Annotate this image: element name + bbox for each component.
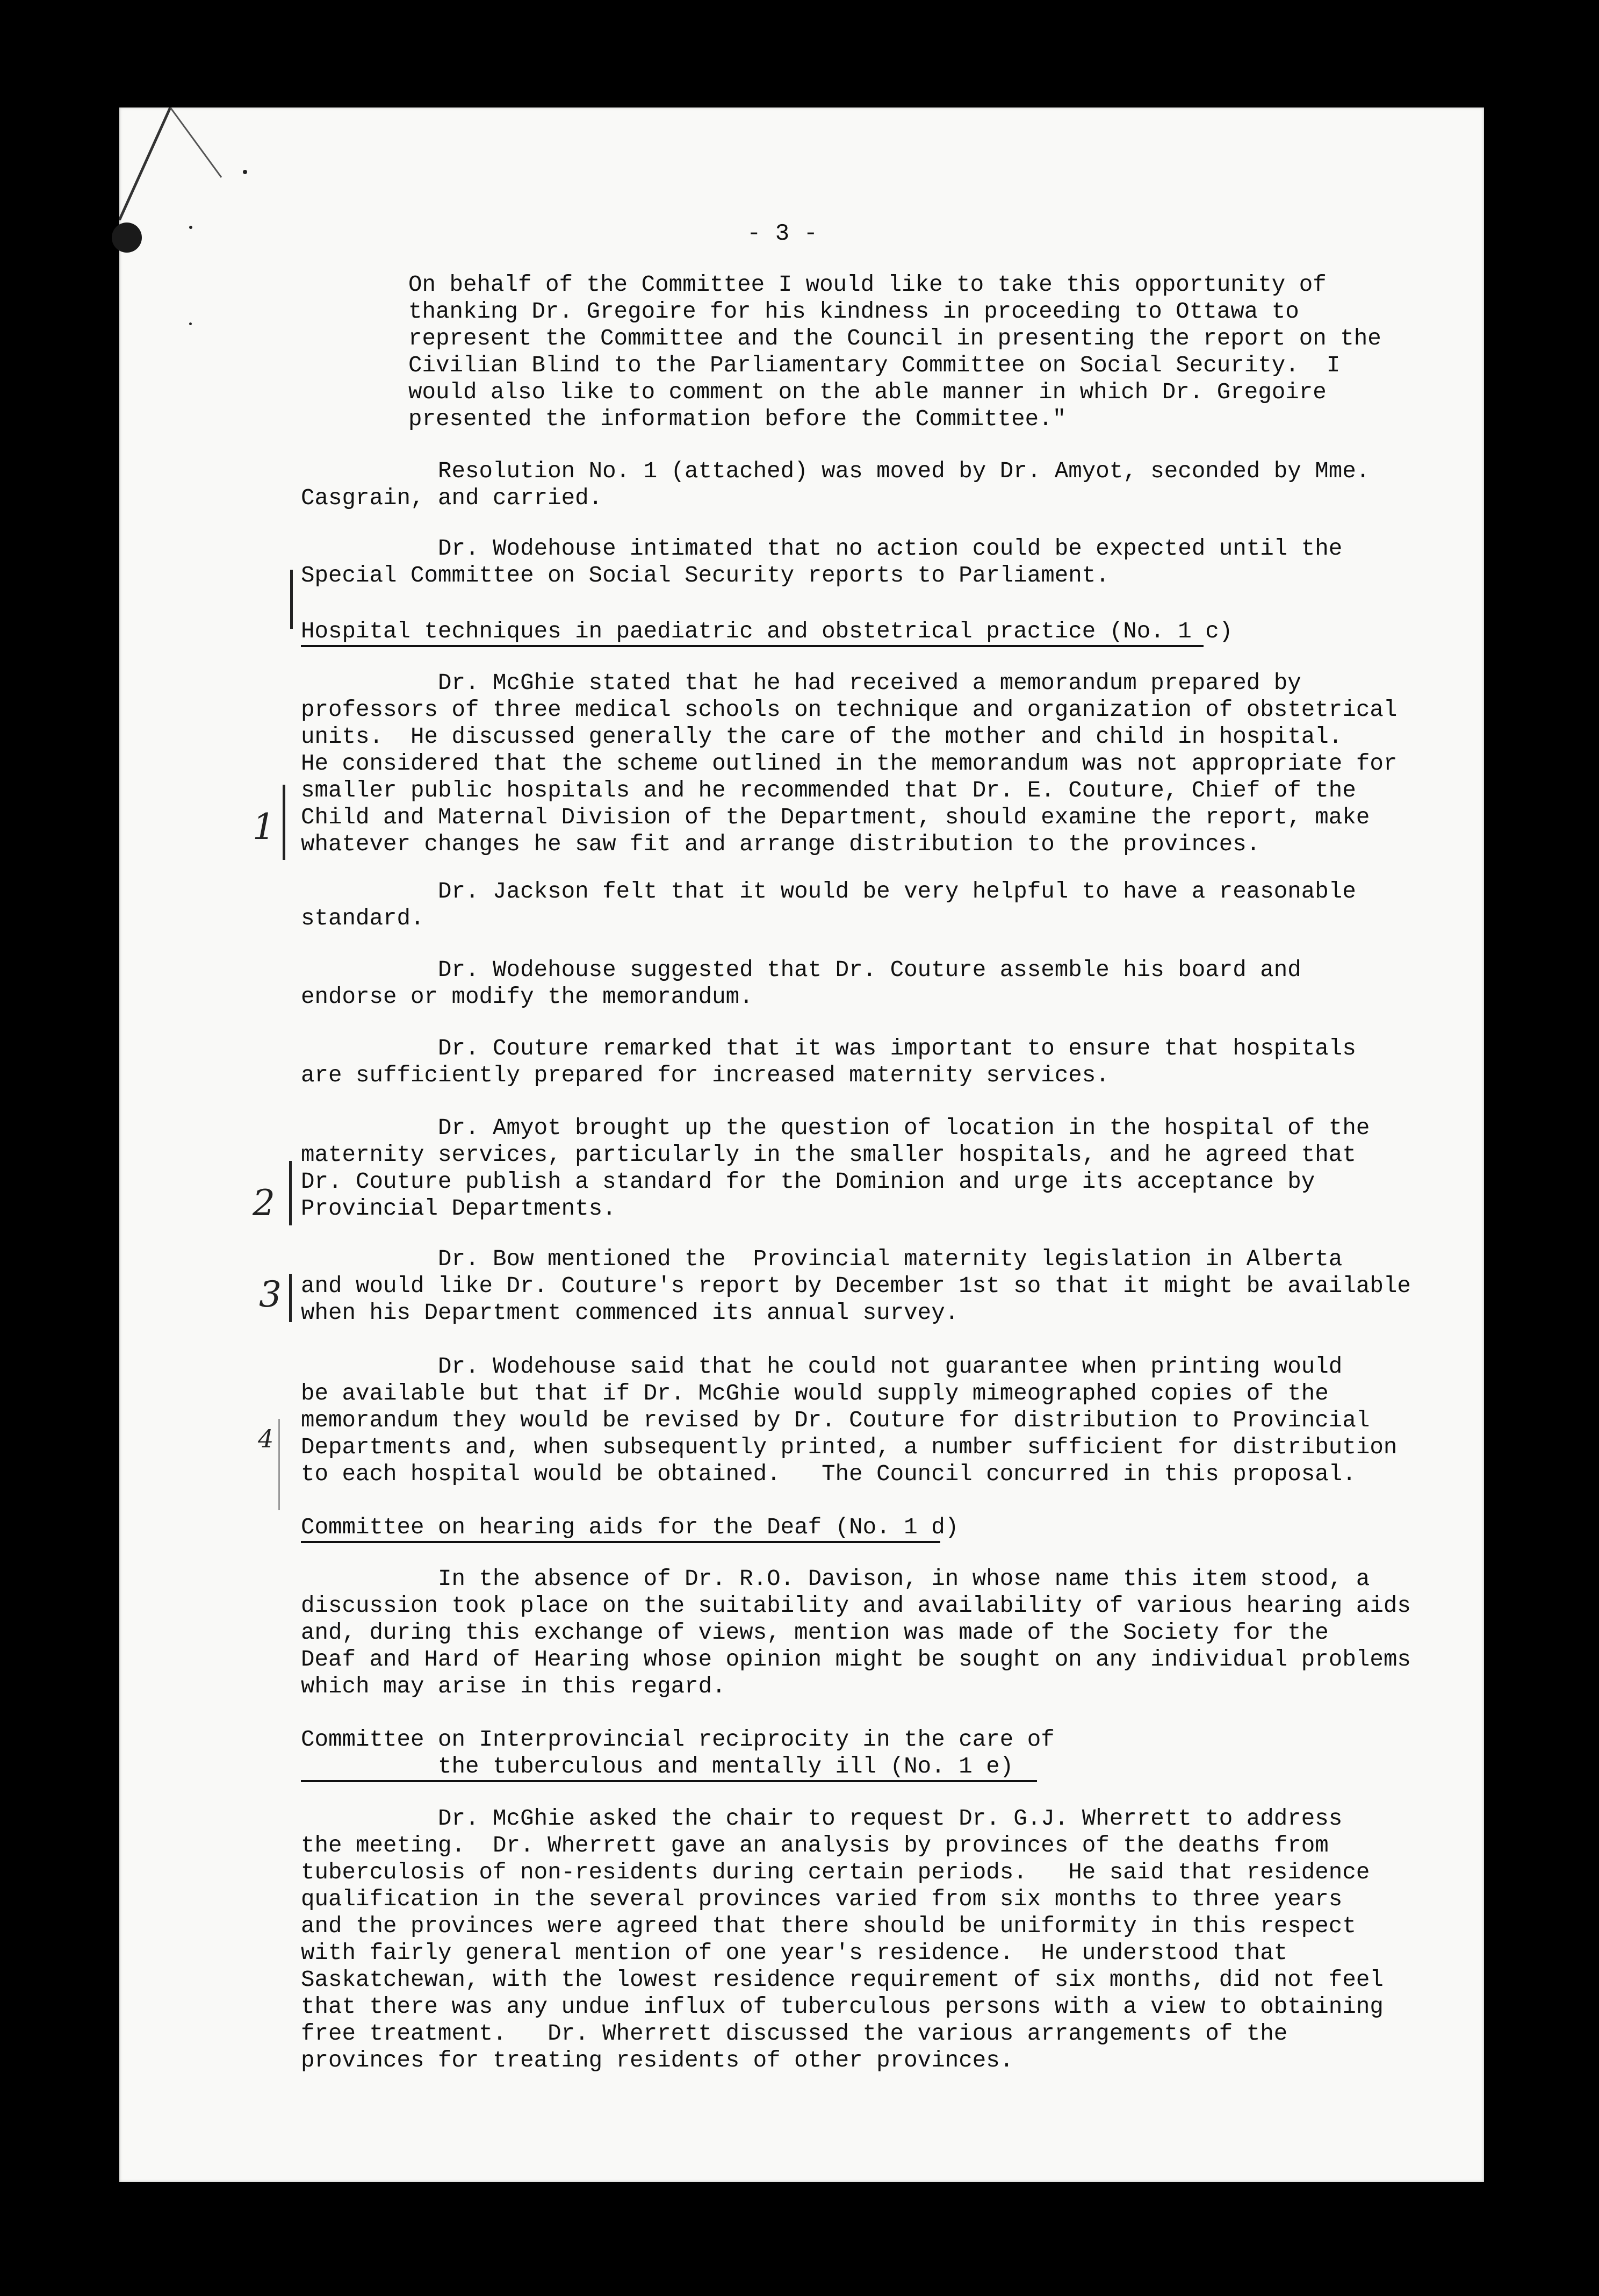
margin-note-2: 2 (253, 1182, 275, 1224)
text-line: with fairly general mention of one year's residence. He understood that (301, 1940, 1288, 1966)
text-line: qualification in the several provinces varied from six months to three years (301, 1886, 1343, 1912)
text-line: Casgrain, and carried. (301, 485, 603, 511)
heading-interprovincial-line1: Committee on Interprovincial reciprocity in the care of (301, 1727, 1055, 1753)
text-line: Dr. McGhie asked the chair to request Dr. G.J. Wherrett to address (301, 1806, 1343, 1832)
text-line: Dr. Bow mentioned the Provincial maternity legislation in Alberta (301, 1246, 1343, 1272)
text-line: Dr. Jackson felt that it would be very helpful to have a reasonable (301, 879, 1356, 905)
text-line: that there was any undue influx of tuberculous persons with a view to obtaining (301, 1994, 1384, 2020)
margin-mark-bar (290, 570, 293, 629)
text-line: which may arise in this regard. (301, 1674, 726, 1699)
text-line: In the absence of Dr. R.O. Davison, in whose name this item stood, a (301, 1566, 1370, 1592)
speck (189, 226, 192, 229)
heading-hospital-techniques: Hospital techniques in paediatric and obstetrical practice (No. 1 c) (301, 619, 1233, 644)
punch-hole (112, 223, 142, 253)
text-line: and the provinces were agreed that there should be uniformity in this respect (301, 1913, 1356, 1939)
text-line: Provincial Departments. (301, 1196, 616, 1222)
text-line: Deaf and Hard of Hearing whose opinion might be sought on any individual problems (301, 1647, 1411, 1673)
text-line: endorse or modify the memorandum. (301, 984, 753, 1010)
text-line: Child and Maternal Division of the Department, should examine the report, make (301, 805, 1370, 830)
text-line: Dr. Amyot brought up the question of location in the hospital of the (301, 1115, 1370, 1141)
text-line: On behalf of the Committee I would like to take this opportunity of (408, 272, 1327, 298)
text-line: Special Committee on Social Security reports to Parliament. (301, 563, 1110, 589)
text-line: maternity services, particularly in the smaller hospitals, and he agreed that (301, 1142, 1356, 1168)
heading-underline (301, 1780, 1037, 1782)
text-line: smaller public hospitals and he recommended that Dr. E. Couture, Chief of the (301, 778, 1356, 803)
text-line: Dr. Couture publish a standard for the Dominion and urge its acceptance by (301, 1169, 1315, 1195)
margin-mark-bar (289, 1274, 292, 1322)
margin-mark-bar (278, 1419, 280, 1510)
text-line: tuberculosis of non-residents during certain periods. He said that residence (301, 1860, 1370, 1885)
text-line: represent the Committee and the Council in presenting the report on the (408, 326, 1381, 351)
text-line: Civilian Blind to the Parliamentary Committee on Social Security. I (408, 353, 1341, 378)
text-line: and would like Dr. Couture's report by December 1st so that it might be available (301, 1273, 1411, 1299)
margin-note-4: 4 (258, 1424, 274, 1453)
text-line: Dr. McGhie stated that he had received a memorandum prepared by (301, 670, 1301, 696)
text-line: and, during this exchange of views, mention was made of the Society for the (301, 1620, 1329, 1646)
page-number: - 3 - (747, 220, 818, 247)
text-line: Departments and, when subsequently printed, a number sufficient for distribution (301, 1434, 1398, 1460)
margin-note-1: 1 (253, 806, 275, 848)
margin-note-3: 3 (259, 1274, 282, 1315)
text-line: units. He discussed generally the care of the mother and child in hospital. (301, 724, 1343, 750)
text-line: Dr. Wodehouse intimated that no action could be expected until the (301, 536, 1343, 562)
margin-mark-bar (283, 785, 285, 860)
speck (189, 322, 192, 325)
text-line: He considered that the scheme outlined in the memorandum was not appropriate for (301, 751, 1398, 777)
text-line: thanking Dr. Gregoire for his kindness in proceeding to Ottawa to (408, 299, 1299, 325)
text-line: are sufficiently prepared for increased maternity services. (301, 1063, 1110, 1088)
margin-mark-bar (289, 1161, 292, 1225)
text-line: be available but that if Dr. McGhie would supply mimeographed copies of the (301, 1381, 1329, 1407)
text-line: Saskatchewan, with the lowest residence requirement of six months, did not feel (301, 1967, 1384, 1993)
heading-interprovincial-line2: the tuberculous and mentally ill (No. 1 e) (301, 1754, 1014, 1780)
folded-corner (119, 107, 227, 220)
text-line: standard. (301, 906, 424, 931)
text-line: memorandum they would be revised by Dr. Couture for distribution to Provincial (301, 1408, 1370, 1433)
text-line: when his Department commenced its annual survey. (301, 1300, 959, 1326)
text-line: to each hospital would be obtained. The Council concurred in this proposal. (301, 1461, 1356, 1487)
text-line: Resolution No. 1 (attached) was moved by Dr. Amyot, seconded by Mme. (301, 458, 1370, 484)
text-line: Dr. Wodehouse said that he could not guarantee when printing would (301, 1354, 1343, 1380)
text-line: free treatment. Dr. Wherrett discussed the various arrangements of the (301, 2021, 1288, 2047)
text-line: Dr. Wodehouse suggested that Dr. Couture assemble his board and (301, 957, 1301, 983)
text-line: professors of three medical schools on technique and organization of obstetrical (301, 697, 1398, 723)
text-line: whatever changes he saw fit and arrange distribution to the provinces. (301, 831, 1261, 857)
heading-underline (301, 645, 1204, 647)
text-line: the meeting. Dr. Wherrett gave an analysis by provinces of the deaths from (301, 1833, 1329, 1859)
heading-underline (301, 1541, 940, 1543)
text-line: would also like to comment on the able manner in which Dr. Gregoire (408, 379, 1327, 405)
text-line: Dr. Couture remarked that it was important to ensure that hospitals (301, 1036, 1356, 1061)
text-line: presented the information before the Committee." (408, 406, 1067, 432)
text-line: discussion took place on the suitability and availability of various hearing aids (301, 1593, 1411, 1619)
speck (243, 170, 247, 174)
text-line: provinces for treating residents of other provinces. (301, 2048, 1014, 2073)
heading-hearing-aids: Committee on hearing aids for the Deaf (No. 1 d) (301, 1515, 959, 1540)
